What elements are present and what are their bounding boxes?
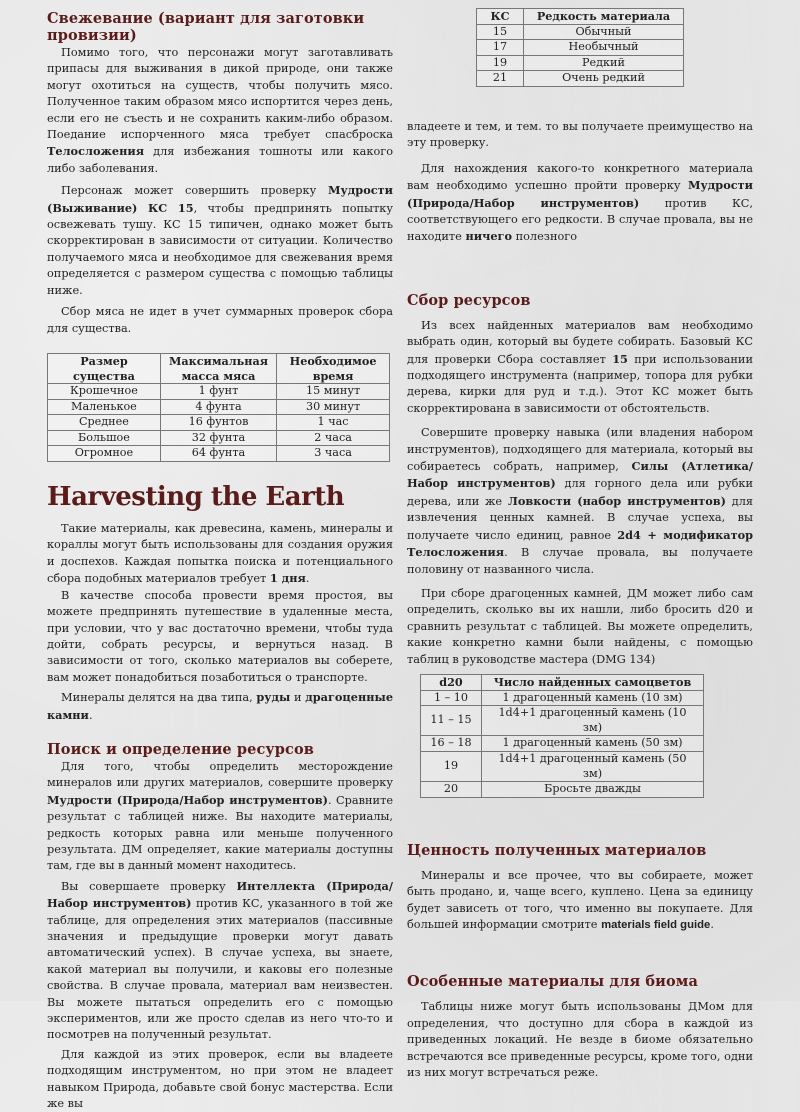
- table-cell: 1 драгоценный камень (50 зм): [482, 736, 704, 752]
- table-cell: 11 – 15: [421, 706, 482, 736]
- table-cell: 20: [421, 782, 482, 798]
- paragraph: Для того, чтобы определить месторождение минералов или других материалов, совершите проверку Мудрости (Природа/Набор инструментов). Сравните результат с таблицей ниже. Вы находите материалы, редкость которых равна или меньше полученного результата. ДМ определяет, какие материалы доступны там, где вы в данный момент находитесь.: [47, 759, 394, 873]
- table-cell: 1 час: [277, 415, 390, 431]
- table-row: [421, 736, 704, 752]
- table-header: Размер существа: [48, 353, 161, 383]
- section-heading-gathering: Сбор ресурсов: [407, 291, 531, 309]
- right-column: [407, 0, 753, 1081]
- table-cell: 21: [477, 71, 524, 87]
- paragraph: Сбор мяса не идет в учет суммарных проверок сбора для существа.: [47, 305, 393, 335]
- table-row: [421, 751, 704, 781]
- table-cell: 16 – 18: [421, 736, 482, 752]
- table-header: КС: [477, 9, 524, 25]
- paragraph: Помимо того, что персонажи могут заготавливать припасы для выживания в дикой природе, они также могут охотиться на существ, чтобы получить мясо. Полученное таким образом мясо испортится через день, если его не съесть и не сохранить каким-либо образом. Поедание испорченного мяса требует спасброска Телосложения для избежания тошноты или какого либо заболевания.: [47, 46, 393, 175]
- table-cell: 17: [477, 40, 524, 56]
- materials-guide-link[interactable]: materials field guide: [601, 918, 711, 931]
- table-cell: 2 часа: [277, 430, 390, 446]
- table-cell: 4 фунта: [160, 399, 276, 415]
- paragraph: Таблицы ниже могут быть использованы ДМом для определения, что доступно для сбора в каждой из приведенных локаций. Не везде в биоме обязательно встречаются все приведенные ресурсы, кроме того, одни из них могут встречаться реже.: [407, 1000, 753, 1079]
- paragraph: Такие материалы, как древесина, камень, минералы и кораллы могут быть использованы для создания оружия и доспехов. Каждая попытка поиска и потенциального сбора подобных материалов требует 1 дня.: [47, 522, 393, 586]
- table-header-row: [477, 9, 684, 25]
- table-cell: 1 фунт: [160, 384, 276, 400]
- table-row: [48, 415, 390, 431]
- table-cell: Крошечное: [48, 384, 161, 400]
- table-row: [477, 40, 684, 56]
- table-cell: Необычный: [524, 40, 684, 56]
- table-cell: 64 фунта: [160, 446, 276, 462]
- table-row: [477, 71, 684, 87]
- paragraph: Для каждой из этих проверок, если вы владеете подходящим инструментом, но при этом не владеет навыком Природа, добавьте свой бонус мастерства. Если же вы: [47, 1047, 393, 1111]
- table-cell: Бросьте дважды: [482, 782, 704, 798]
- left-column: [47, 0, 393, 1112]
- paragraph: владеете и тем, и тем. то вы получаете преимущество на эту проверку.: [407, 119, 753, 150]
- table-cell: 3 часа: [277, 446, 390, 462]
- table-cell: 32 фунта: [160, 430, 276, 446]
- table-header: Число найденных самоцветов: [482, 674, 704, 690]
- table-cell: 16 фунтов: [160, 415, 276, 431]
- table-row: [421, 782, 704, 798]
- gem-table: [420, 674, 704, 798]
- table-cell: Огромное: [48, 446, 161, 462]
- table-row: [48, 384, 390, 400]
- table-cell: Обычный: [524, 24, 684, 40]
- paragraph: Для нахождения какого-то конкретного материала вам необходимо успешно пройти проверку Мудрости (Природа/Набор инструментов) против КС, соответствующего его редкости. В случае провала, вы не находите ничего полезного: [407, 161, 753, 244]
- section-heading-search: Поиск и определение ресурсов: [47, 740, 314, 758]
- paragraph: Вы совершаете проверку Интеллекта (Природа/Набор инструментов) против КС, указанного в той же таблице, для определения этих материалов (пассивные значения и предыдущие проверки могут давать автоматический успех). В случае успеха, вы знаете, какой материал вы получили, и каковы его полезные свойства. В случае провала, материал вам неизвестен. Вы можете пытаться определить его с помощью экспериментов, или же просто сделав из него что-то и посмотрев на полученный результат.: [47, 878, 393, 1042]
- paragraph: При сборе драгоценных камней, ДМ может либо сам определить, сколько вы их нашли, либо бросить d20 и сравнить результат с таблицей. Вы можете определить, какие конкретно камни были найдены, с помощью таблиц в руководстве мастера (DMG 134): [407, 586, 753, 666]
- paragraph: Минералы и все прочее, что вы собираете, может быть продано, и, чаще всего, куплено. Цена за единицу будет зависеть от того, что именно вы покупаете. Для большей информации смотрите materials field guide.: [407, 868, 753, 931]
- table-cell: Очень редкий: [524, 71, 684, 87]
- table-cell: 19: [421, 751, 482, 781]
- paragraph: Персонаж может совершить проверку Мудрости (Выживание) КС 15, чтобы предпринять попытку освежевать тушу. КС 15 типичен, однако может быть скорректирован в зависимости от ситуации. Количество получаемого мяса и необходимое для свежевания время определяется с размером существа с помощью таблицы ниже.: [47, 183, 394, 297]
- table-row: [421, 690, 704, 706]
- table-cell: 15: [477, 24, 524, 40]
- table-row: [48, 399, 390, 415]
- table-row: [48, 446, 390, 462]
- table-cell: Большое: [48, 430, 161, 446]
- table-header: Редкость материала: [524, 9, 684, 25]
- table-row: [477, 24, 684, 40]
- table-header-row: [421, 674, 704, 690]
- table-row: [48, 430, 390, 446]
- section-heading-skinning: Свежевание (вариант для заготовки провизии): [47, 10, 365, 44]
- table-header-row: [48, 353, 390, 383]
- meat-table: [47, 353, 390, 462]
- table-header: d20: [421, 674, 482, 690]
- chapter-title: Harvesting the Earth: [47, 482, 345, 513]
- table-cell: 1 – 10: [421, 690, 482, 706]
- table-cell: Редкий: [524, 55, 684, 71]
- table-row: [477, 55, 684, 71]
- rarity-table: [476, 8, 684, 87]
- table-cell: 1d4+1 драгоценный камень (10 зм): [482, 706, 704, 736]
- table-header: Максимальная масса мяса: [160, 353, 276, 383]
- table-cell: 1d4+1 драгоценный камень (50 зм): [482, 751, 704, 781]
- section-heading-value: Ценность полученных материалов: [407, 841, 707, 859]
- paragraph: Совершите проверку навыка (или владения набором инструментов), подходящего для материала, который вы собираетесь собрать, например, Силы (Атлетика/Набор инструментов) для горного дела или рубки дерева, или же Ловкости (набор инструментов) для извлечения ценных камней. В случае успеха, вы получаете число единиц, равное 2d4 + модификатор Телосложения. В случае провала, вы получаете половину от названного числа.: [407, 426, 753, 576]
- table-header: Необходимое время: [277, 353, 390, 383]
- paragraph: Минералы делятся на два типа, руды и драгоценные камни.: [47, 690, 394, 722]
- table-cell: Среднее: [48, 415, 161, 431]
- table-cell: 30 минут: [277, 399, 390, 415]
- table-cell: 1 драгоценный камень (10 зм): [482, 690, 704, 706]
- table-cell: 15 минут: [277, 384, 390, 400]
- table-row: [421, 706, 704, 736]
- section-heading-biome: Особенные материалы для биома: [407, 973, 698, 991]
- paragraph: В качестве способа провести время простоя, вы можете предпринять путешествие в удаленные места, при условии, что у вас достаточно времени, чтобы туда дойти, собрать ресурсы, и вернуться назад. В зависимости от того, сколько материалов вы соберете, вам может понадобиться позаботиться о транспорте.: [47, 588, 393, 684]
- paragraph: Из всех найденных материалов вам необходимо выбрать один, который вы будете собирать. Базовый КС для проверки Сбора составляет 15 при использовании подходящего инструмента (например, топора для рубки дерева, кирки для руд и т.д.). Этот КС может быть скорректирована в зависимости от обстоятельств.: [407, 318, 753, 415]
- table-cell: Маленькое: [48, 399, 161, 415]
- table-cell: 19: [477, 55, 524, 71]
